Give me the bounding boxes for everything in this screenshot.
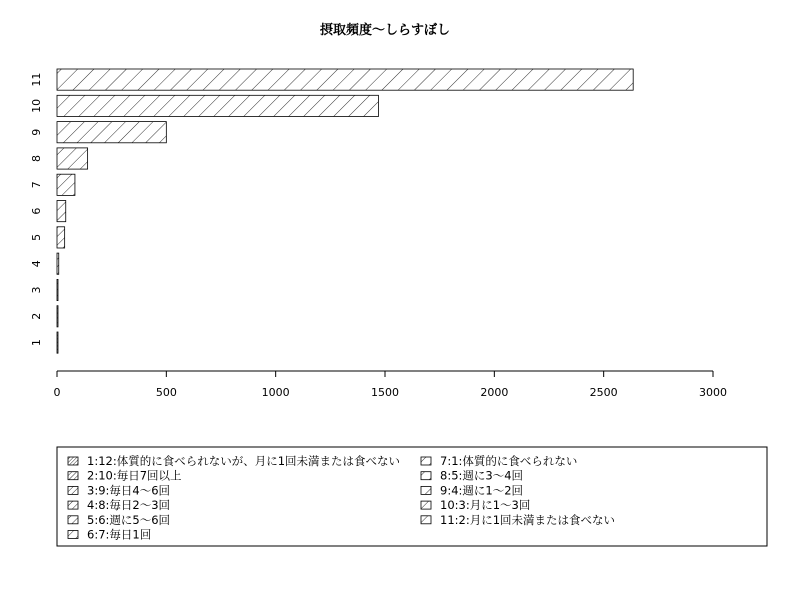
bar-7 [57, 174, 75, 195]
y-tick-label-4: 4 [30, 260, 43, 268]
legend-entry-6: 6:7:毎日1回 [87, 527, 152, 542]
legend-swatch-4 [68, 501, 78, 509]
legend-entry-2: 2:10:毎日7回以上 [87, 468, 182, 483]
legend-entry-11: 11:2:月に1回未満または食べない [440, 512, 616, 527]
y-tick-label-2: 2 [30, 312, 43, 320]
x-tick-label-1500: 1500 [371, 386, 399, 399]
bar-9 [57, 122, 166, 143]
legend-swatch-6 [68, 531, 78, 539]
y-tick-label-3: 3 [30, 286, 43, 294]
x-tick-label-3000: 3000 [699, 386, 727, 399]
legend-swatch-2 [68, 472, 78, 480]
bar-6 [57, 201, 66, 222]
legend-entry-1: 1:12:体質的に食べられないが、月に1回未満または食べない [87, 454, 401, 468]
x-tick-label-500: 500 [155, 386, 177, 399]
legend-swatch-3 [68, 486, 78, 494]
x-tick-label-2500: 2500 [589, 386, 618, 399]
bar-11 [57, 69, 633, 90]
legend-swatch-8 [421, 472, 431, 480]
legend-swatch-1 [68, 457, 78, 465]
legend-entry-3: 3:9:毎日4〜6回 [87, 483, 171, 498]
bar-10 [57, 95, 378, 116]
y-tick-label-1: 1 [30, 339, 43, 347]
bar-2 [57, 306, 58, 327]
legend-entry-10: 10:3:月に1〜3回 [440, 498, 531, 513]
legend-entry-4: 4:8:毎日2〜3回 [87, 498, 171, 513]
y-tick-label-5: 5 [30, 233, 43, 241]
legend-entry-5: 5:6:週に5〜6回 [87, 512, 171, 527]
bar-8 [57, 148, 88, 169]
bar-3 [57, 279, 58, 300]
x-tick-label-0: 0 [53, 386, 61, 399]
legend-swatch-11 [421, 516, 431, 524]
legend-entry-8: 8:5:週に3〜4回 [440, 468, 524, 483]
legend-swatch-9 [421, 486, 431, 494]
bar-4 [57, 253, 59, 274]
legend-swatch-5 [68, 516, 78, 524]
bar-1 [57, 332, 58, 353]
legend-swatch-7 [421, 457, 431, 465]
x-tick-label-1000: 1000 [261, 386, 290, 399]
x-tick-label-2000: 2000 [480, 386, 509, 399]
y-tick-label-6: 6 [30, 207, 43, 215]
y-tick-label-9: 9 [30, 128, 43, 136]
y-tick-label-8: 8 [30, 155, 43, 162]
y-tick-label-10: 10 [30, 98, 43, 113]
y-tick-label-11: 11 [30, 72, 43, 87]
legend-swatch-10 [421, 501, 431, 509]
legend-entry-9: 9:4:週に1〜2回 [440, 483, 524, 498]
chart-title: 摂取頻度〜しらすぼし [319, 23, 451, 38]
y-tick-label-7: 7 [30, 181, 43, 189]
legend-entry-7: 7:1:体質的に食べられない [440, 454, 578, 468]
bar-5 [57, 227, 65, 248]
